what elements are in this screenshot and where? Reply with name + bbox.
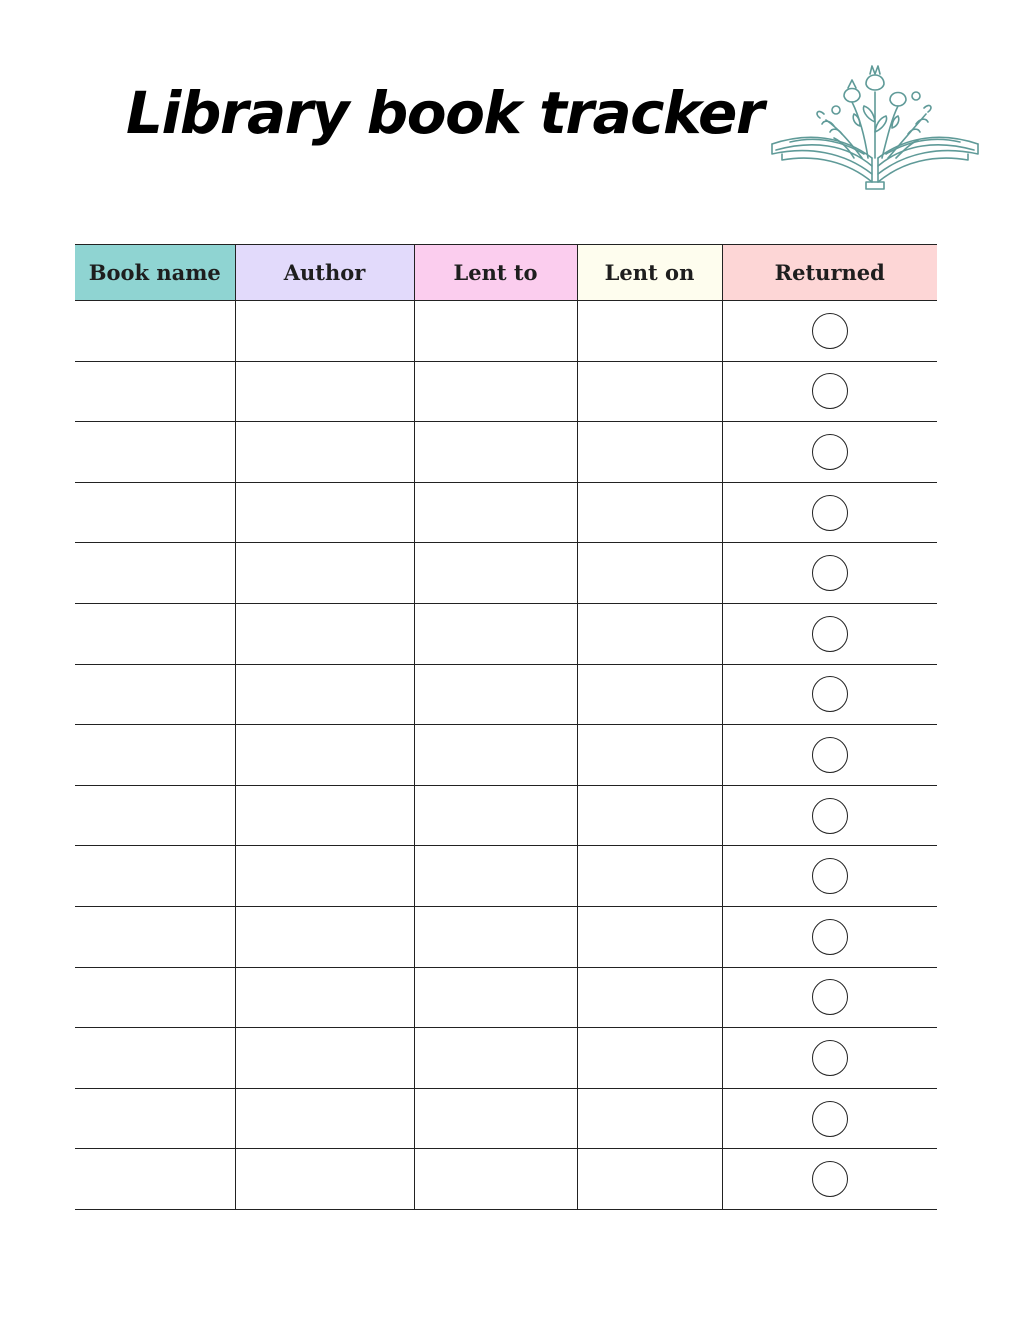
cell-author[interactable] [235,1149,414,1210]
header-row [75,245,937,301]
cell-book-name[interactable] [75,725,235,786]
cell-returned [722,482,937,543]
cell-lent-to[interactable] [414,482,577,543]
cell-book-name[interactable] [75,1149,235,1210]
returned-checkbox[interactable] [812,373,848,409]
cell-author[interactable] [235,1028,414,1089]
cell-lent-on[interactable] [577,846,722,907]
table-row [75,664,937,725]
cell-lent-to[interactable] [414,1088,577,1149]
cell-lent-to[interactable] [414,301,577,362]
returned-checkbox[interactable] [812,313,848,349]
open-book-with-flowers-icon [768,62,982,196]
cell-author[interactable] [235,482,414,543]
cell-lent-to[interactable] [414,1149,577,1210]
cell-lent-to[interactable] [414,603,577,664]
returned-checkbox[interactable] [812,495,848,531]
cell-returned [722,422,937,483]
cell-author[interactable] [235,301,414,362]
cell-book-name[interactable] [75,301,235,362]
cell-returned [722,1028,937,1089]
returned-checkbox[interactable] [812,1161,848,1197]
cell-lent-to[interactable] [414,785,577,846]
cell-lent-to[interactable] [414,361,577,422]
cell-lent-on[interactable] [577,482,722,543]
table-row [75,543,937,604]
cell-returned [722,1088,937,1149]
cell-lent-on[interactable] [577,301,722,362]
table-row [75,1028,937,1089]
cell-lent-on[interactable] [577,967,722,1028]
cell-author[interactable] [235,725,414,786]
cell-lent-on[interactable] [577,603,722,664]
cell-returned [722,361,937,422]
table-row [75,603,937,664]
page-title: Library book tracker [126,79,763,147]
returned-checkbox[interactable] [812,1101,848,1137]
table-row [75,906,937,967]
cell-lent-on[interactable] [577,543,722,604]
table-row [75,1088,937,1149]
cell-author[interactable] [235,1088,414,1149]
returned-checkbox[interactable] [812,979,848,1015]
cell-returned [722,1149,937,1210]
cell-book-name[interactable] [75,1088,235,1149]
returned-checkbox[interactable] [812,858,848,894]
returned-checkbox[interactable] [812,434,848,470]
column-header-author: Author [235,245,414,301]
returned-checkbox[interactable] [812,798,848,834]
cell-lent-to[interactable] [414,1028,577,1089]
cell-returned [722,725,937,786]
table-row [75,1149,937,1210]
cell-author[interactable] [235,906,414,967]
cell-author[interactable] [235,543,414,604]
table-row [75,846,937,907]
table-row [75,967,937,1028]
table-row [75,422,937,483]
cell-author[interactable] [235,967,414,1028]
table-body [75,301,937,1210]
table-row [75,482,937,543]
returned-checkbox[interactable] [812,676,848,712]
cell-lent-on[interactable] [577,422,722,483]
cell-returned [722,664,937,725]
cell-author[interactable] [235,785,414,846]
returned-checkbox[interactable] [812,919,848,955]
cell-lent-to[interactable] [414,725,577,786]
cell-returned [722,301,937,362]
table-row [75,361,937,422]
cell-lent-to[interactable] [414,543,577,604]
cell-book-name[interactable] [75,543,235,604]
cell-returned [722,906,937,967]
cell-book-name[interactable] [75,846,235,907]
cell-author[interactable] [235,846,414,907]
cell-author[interactable] [235,603,414,664]
table-row [75,301,937,362]
cell-author[interactable] [235,422,414,483]
cell-lent-to[interactable] [414,846,577,907]
cell-book-name[interactable] [75,603,235,664]
cell-lent-on[interactable] [577,1149,722,1210]
book-tracker-table [75,244,937,1210]
cell-book-name[interactable] [75,967,235,1028]
cell-returned [722,846,937,907]
cell-book-name[interactable] [75,361,235,422]
cell-book-name[interactable] [75,906,235,967]
returned-checkbox[interactable] [812,737,848,773]
cell-lent-on[interactable] [577,1088,722,1149]
column-header-returned: Returned [722,245,937,301]
cell-book-name[interactable] [75,1028,235,1089]
cell-lent-on[interactable] [577,785,722,846]
cell-returned [722,785,937,846]
cell-lent-to[interactable] [414,422,577,483]
cell-author[interactable] [235,664,414,725]
cell-returned [722,543,937,604]
cell-lent-on[interactable] [577,906,722,967]
column-header-book-name: Book name [75,245,235,301]
cell-book-name[interactable] [75,785,235,846]
column-header-lent-on: Lent on [577,245,722,301]
table-row [75,725,937,786]
cell-author[interactable] [235,361,414,422]
cell-lent-to[interactable] [414,906,577,967]
cell-book-name[interactable] [75,422,235,483]
returned-checkbox[interactable] [812,616,848,652]
cell-book-name[interactable] [75,664,235,725]
returned-checkbox[interactable] [812,555,848,591]
cell-lent-on[interactable] [577,361,722,422]
cell-book-name[interactable] [75,482,235,543]
cell-returned [722,603,937,664]
table-row [75,785,937,846]
cell-lent-on[interactable] [577,725,722,786]
cell-lent-to[interactable] [414,664,577,725]
cell-lent-on[interactable] [577,1028,722,1089]
column-header-lent-to: Lent to [414,245,577,301]
cell-lent-to[interactable] [414,967,577,1028]
cell-returned [722,967,937,1028]
cell-lent-on[interactable] [577,664,722,725]
returned-checkbox[interactable] [812,1040,848,1076]
